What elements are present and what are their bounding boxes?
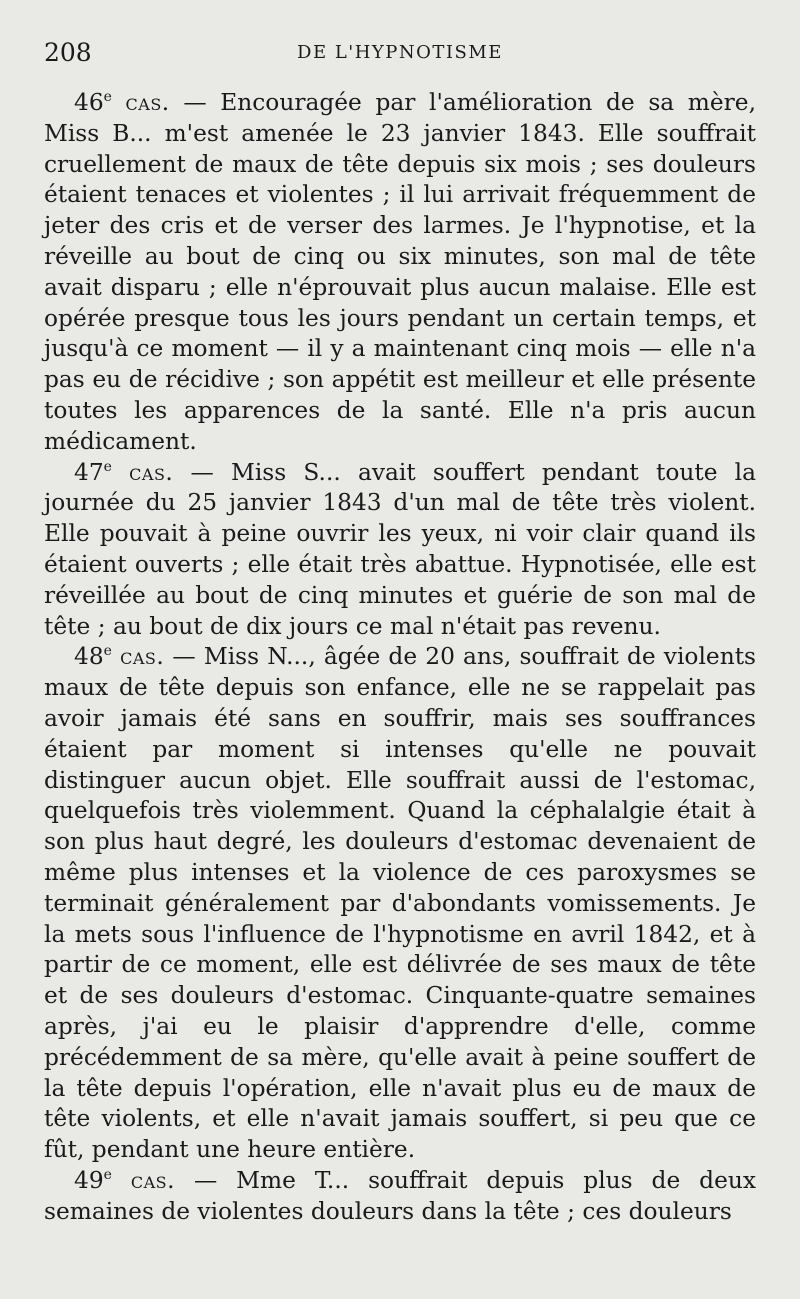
case-text: — Miss N..., âgée de 20 ans, souffrait de violents maux de tête depuis son enfance, elle ne se rappelait pas avoir jamais été sans en souffrir, mais ses souffrances étaient par moment si intenses qu'elle ne pouvait distinguer aucun objet. Elle souffrait aussi de l'estomac, quelquefois très violemment. Quand la céphalalgie était à son plus haut degré, les douleurs d'estomac devenaient de même plus intenses et la violence de ces paroxysmes se terminait généralement par d'abondants vomissements. Je la mets sous l'influence de l'hypnotisme en avril 1842, et à partir de ce moment, elle est délivrée de ses maux de tête et de ses douleurs d'estomac. Cinquante-quatre semaines après, j'ai eu le plaisir d'apprendre d'elle, comme précédemment de sa mère, qu'elle avait à peine souffert de la tête depuis l'opération, elle n'avait plus eu de maux de tête violents, et elle n'avait jamais souffert, si peu que ce fût, pendant une heure entière. bbox=[44, 643, 757, 1164]
case-paragraph bbox=[44, 642, 756, 1166]
case-label: cas. bbox=[130, 1166, 176, 1194]
case-number: 49e bbox=[74, 1166, 112, 1194]
case-label: cas. bbox=[129, 458, 174, 486]
case-number: 48e bbox=[74, 643, 112, 671]
case-paragraph bbox=[44, 88, 756, 458]
case-number: 47e bbox=[74, 458, 112, 486]
case-text: — Mme T... souffrait depuis plus de deux semaines de violentes douleurs dans la tête ; ces douleurs bbox=[44, 1166, 757, 1225]
case-label: cas. bbox=[125, 89, 170, 116]
page-body bbox=[44, 88, 756, 1227]
case-text: — Encouragée par l'amélioration de sa mère, Miss B... m'est amenée le 23 janvier 1843. Elle souffrait cruellement de maux de tête depuis six mois ; ses douleurs étaient tenaces et violentes ; il lui arrivait fréquemment de jeter des cris et de verser des larmes. Je l'hypnotise, et la réveille au bout de cinq ou six minutes, son mal de tête avait disparu ; elle n'éprouvait plus aucun malaise. Elle est opérée presque tous les jours pendant un certain temps, et jusqu'à ce moment — il y a maintenant cinq mois — elle n'a pas eu de récidive ; son appétit est meilleur et elle présente toutes les apparences de la santé. Elle n'a pris aucun médicament. bbox=[44, 89, 756, 455]
page-number: 208 bbox=[44, 38, 92, 67]
page-header bbox=[44, 38, 756, 74]
case-paragraph bbox=[44, 458, 756, 643]
case-label: cas. bbox=[120, 643, 165, 671]
case-text: — Miss S... avait souffert pendant toute la journée du 25 janvier 1843 d'un mal de tête très violent. Elle pouvait à peine ouvrir les yeux, ni voir clair quand ils étaient ouverts ; elle était très abattue. Hypnotisée, elle est réveillée au bout de cinq minutes et guérie de son mal de tête ; au bout de dix jours ce mal n'était pas revenu. bbox=[44, 458, 757, 640]
case-number: 46e bbox=[74, 89, 112, 116]
case-paragraph bbox=[44, 1166, 756, 1228]
running-title: DE L'HYPNOTISME bbox=[297, 42, 503, 63]
